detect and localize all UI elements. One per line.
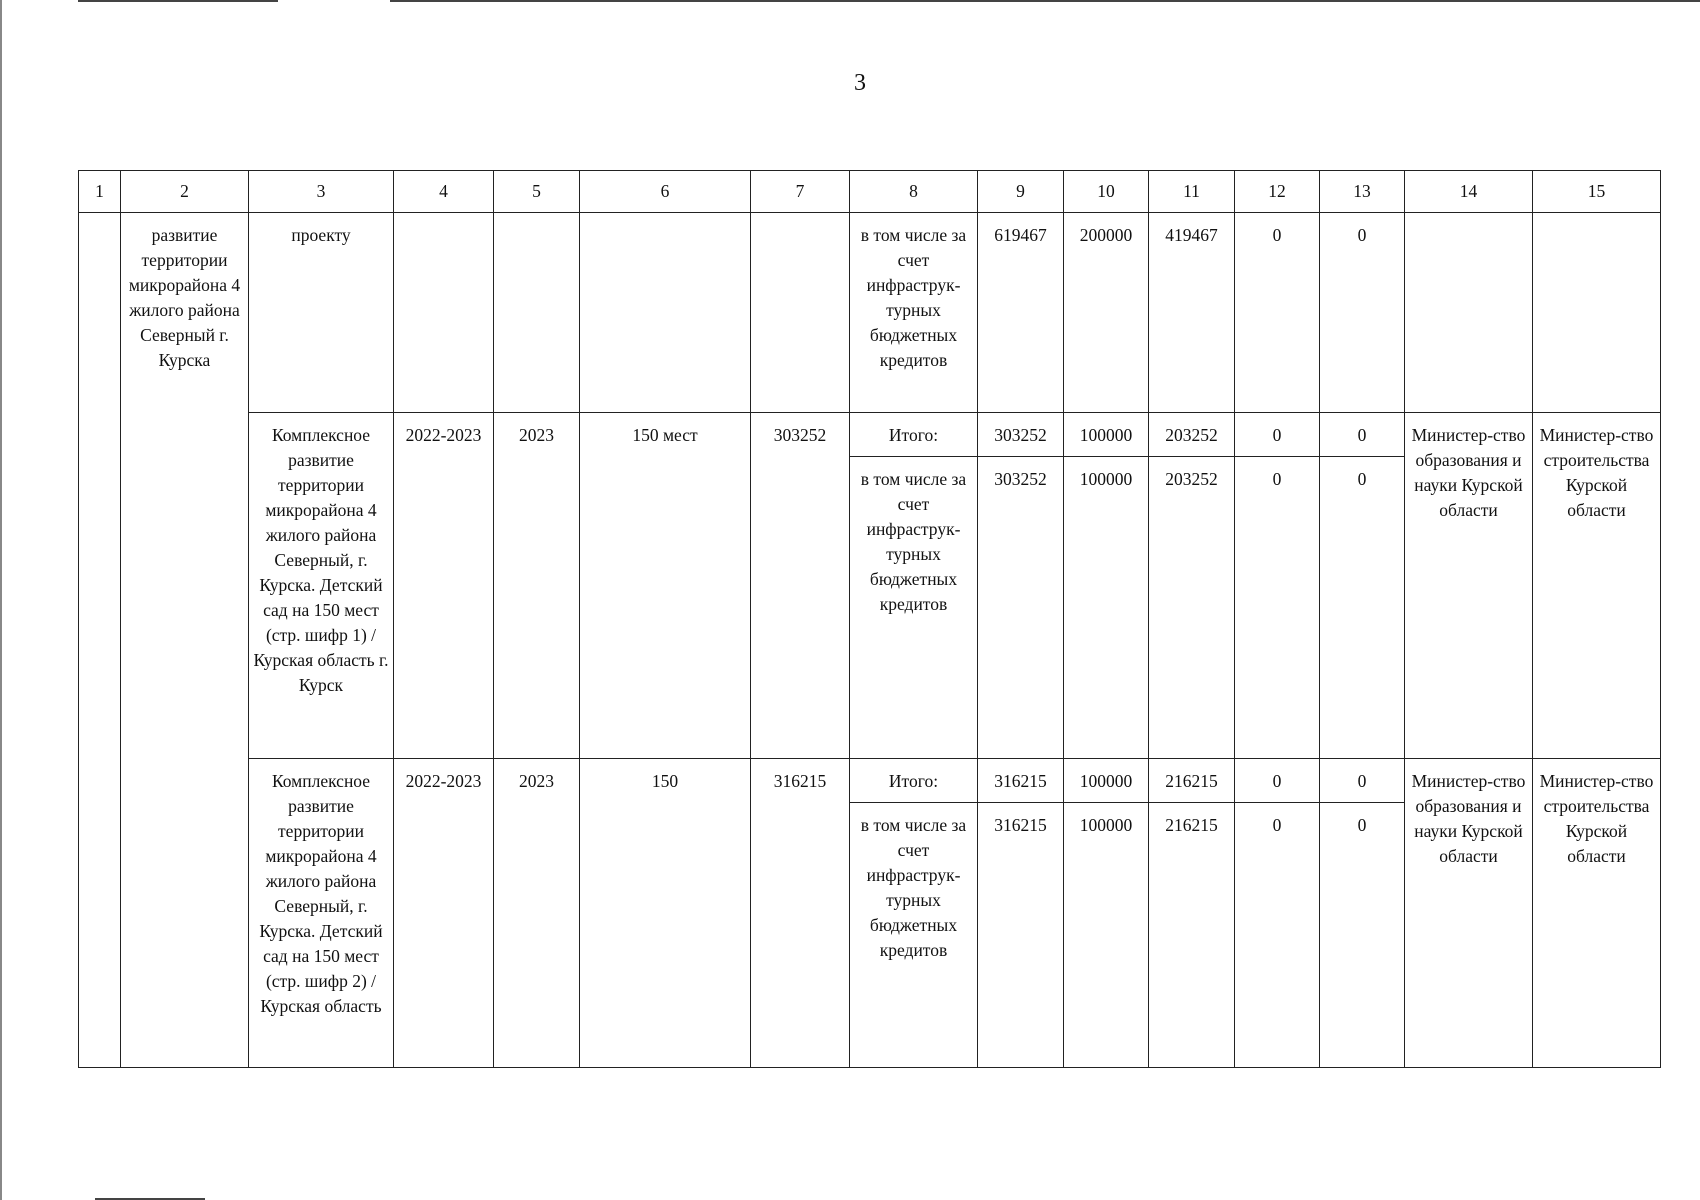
header-cell-1: 1: [79, 171, 121, 213]
cell-value: 619467: [978, 213, 1064, 413]
cell-empty: [580, 213, 751, 413]
cell-customer: Министер-ство образования и науки Курской области: [1405, 413, 1533, 759]
cell-developer: Министер-ство строительства Курской области: [1533, 413, 1661, 759]
cell-value: 0: [1320, 413, 1405, 457]
cell-capacity: 150 мест: [580, 413, 751, 759]
cell-funding-source: в том числе за счет инфраструк-турных бюджетных кредитов: [850, 213, 978, 413]
header-cell-3: 3: [249, 171, 394, 213]
cell-value: 0: [1235, 413, 1320, 457]
scan-left-edge: [0, 0, 2, 1200]
table-row-object-1-total: [79, 413, 1661, 457]
cell-value: 316215: [978, 803, 1064, 1068]
header-cell-6: 6: [580, 171, 751, 213]
cell-project-col3: проекту: [249, 213, 394, 413]
header-cell-13: 13: [1320, 171, 1405, 213]
cell-value: 0: [1235, 759, 1320, 803]
table-row-project: [79, 213, 1661, 413]
header-cell-9: 9: [978, 171, 1064, 213]
cell-value: 100000: [1064, 457, 1149, 759]
cell-empty: [494, 213, 580, 413]
header-cell-5: 5: [494, 171, 580, 213]
cell-value: 216215: [1149, 803, 1235, 1068]
header-row: [79, 171, 1661, 213]
cell-cost: 316215: [751, 759, 850, 1068]
header-cell-11: 11: [1149, 171, 1235, 213]
cell-object-name: Комплексное развитие территории микрорайона 4 жилого района Северный, г. Курска. Детский сад на 150 мест (стр. шифр 1) / Курская область г. Курск: [249, 413, 394, 759]
cell-period: 2022-2023: [394, 759, 494, 1068]
cell-value: 203252: [1149, 457, 1235, 759]
cell-funding-source: в том числе за счет инфраструк-турных бюджетных кредитов: [850, 803, 978, 1068]
cell-funding-source: в том числе за счет инфраструк-турных бюджетных кредитов: [850, 457, 978, 759]
table-row-object-2-total: [79, 759, 1661, 803]
cell-value: 0: [1320, 803, 1405, 1068]
cell-period: 2022-2023: [394, 413, 494, 759]
cell-empty: [751, 213, 850, 413]
data-table: [78, 170, 1661, 1068]
header-cell-12: 12: [1235, 171, 1320, 213]
cell-value: 100000: [1064, 413, 1149, 457]
cell-total-label: Итого:: [850, 759, 978, 803]
cell-value: 100000: [1064, 803, 1149, 1068]
cell-value: 316215: [978, 759, 1064, 803]
header-cell-8: 8: [850, 171, 978, 213]
header-cell-15: 15: [1533, 171, 1661, 213]
header-cell-7: 7: [751, 171, 850, 213]
header-cell-14: 14: [1405, 171, 1533, 213]
top-rule-right: [390, 0, 1700, 2]
cell-value: 0: [1235, 457, 1320, 759]
cell-cost: 303252: [751, 413, 850, 759]
cell-value: 0: [1320, 213, 1405, 413]
cell-empty: [1533, 213, 1661, 413]
top-rule-left: [78, 0, 278, 2]
cell-value: 100000: [1064, 759, 1149, 803]
cell-project-name: развитие территории микрорайона 4 жилого района Северный г. Курска: [121, 213, 249, 1068]
cell-developer: Министер-ство строительства Курской области: [1533, 759, 1661, 1068]
cell-value: 200000: [1064, 213, 1149, 413]
header-cell-4: 4: [394, 171, 494, 213]
header-cell-10: 10: [1064, 171, 1149, 213]
cell-value: 0: [1320, 457, 1405, 759]
cell-year: 2023: [494, 413, 580, 759]
page-number: 3: [854, 70, 866, 96]
cell-value: 0: [1235, 213, 1320, 413]
cell-number: [79, 213, 121, 1068]
cell-empty: [1405, 213, 1533, 413]
cell-empty: [394, 213, 494, 413]
cell-capacity: 150: [580, 759, 751, 1068]
cell-total-label: Итого:: [850, 413, 978, 457]
cell-value: 303252: [978, 457, 1064, 759]
cell-value: 303252: [978, 413, 1064, 457]
header-cell-2: 2: [121, 171, 249, 213]
cell-value: 203252: [1149, 413, 1235, 457]
cell-year: 2023: [494, 759, 580, 1068]
cell-value: 419467: [1149, 213, 1235, 413]
cell-customer: Министер-ство образования и науки Курской области: [1405, 759, 1533, 1068]
cell-value: 0: [1235, 803, 1320, 1068]
cell-value: 0: [1320, 759, 1405, 803]
cell-value: 216215: [1149, 759, 1235, 803]
cell-object-name: Комплексное развитие территории микрорайона 4 жилого района Северный, г. Курска. Детский сад на 150 мест (стр. шифр 2) / Курская область: [249, 759, 394, 1068]
